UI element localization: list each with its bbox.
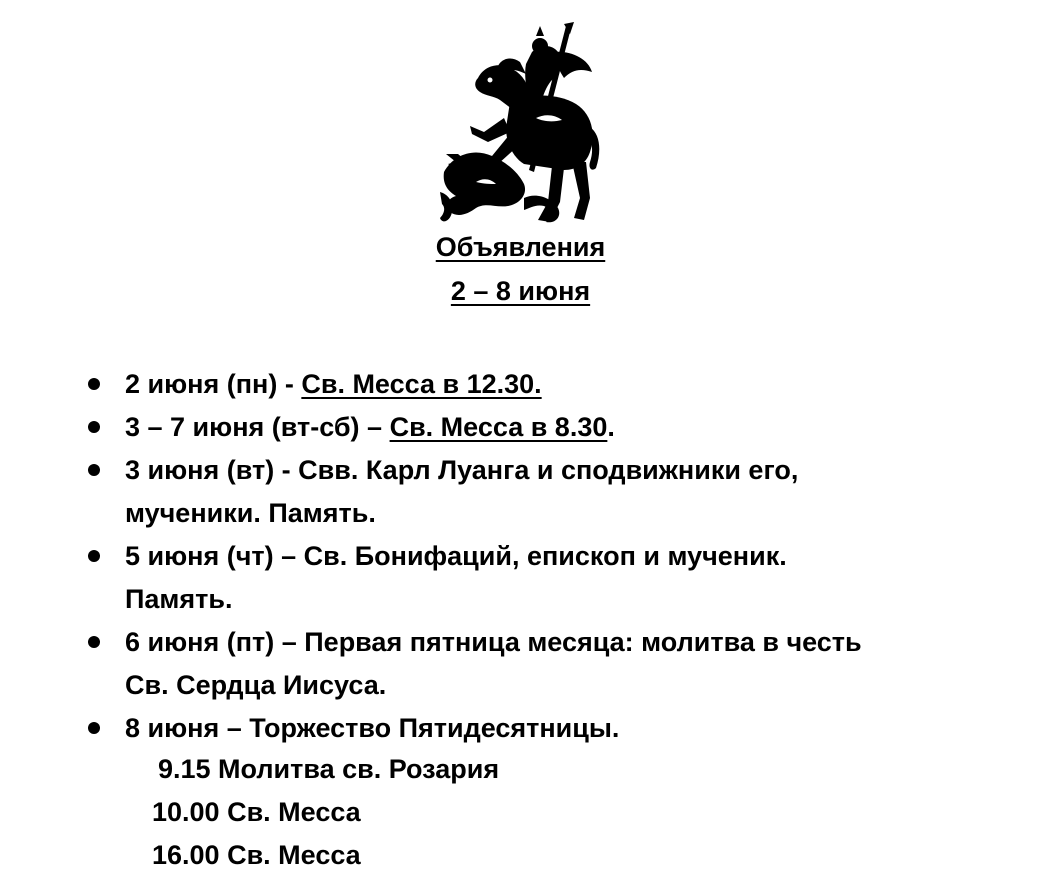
st-george-dragon-icon [440,22,600,226]
announcement-item [88,621,988,707]
announcement-text: Св. Сердца Иисуса. [125,670,387,700]
schedule-item: 9.15 Молитва св. Розария [158,754,500,784]
page-title: Объявления [435,232,606,262]
announcement-item [88,406,988,449]
schedule-item: 10.00 Св. Месса [152,797,361,827]
announcement-text: 5 июня (чт) – Св. Бонифаций, епископ и мученик. [125,541,787,571]
announcement-text: 3 июня (вт) - Свв. Карл Луанга и сподвижники его, [125,455,799,485]
announcement-text: 2 июня (пн) - [125,369,302,399]
announcement-text: мученики. Память. [125,498,376,528]
announcement-text: 3 – 7 июня (вт-сб) – [125,412,390,442]
mass-time-link: Св. Месса в 12.30. [301,369,542,399]
mass-time-link: Св. Месса в 8.30 [389,412,608,442]
announcement-item [88,707,988,750]
announcement-suffix: . [607,412,615,442]
announcement-item [88,449,988,535]
announcement-item [88,535,988,621]
bullet-icon [88,636,100,648]
bullet-icon [88,464,100,476]
announcement-list [88,363,988,750]
announcement-text: 6 июня (пт) – Первая пятница месяца: молитва в честь [125,627,862,657]
bullet-icon [88,421,100,433]
bullet-icon [88,550,100,562]
bullet-icon [88,722,100,734]
announcement-text: 8 июня – Торжество Пятидесятницы. [125,713,620,743]
bullet-icon [88,378,100,390]
date-range: 2 – 8 июня [450,276,591,306]
schedule-item: 16.00 Св. Месса [152,840,361,870]
announcement-item [88,363,988,406]
announcement-text: Память. [125,584,233,614]
